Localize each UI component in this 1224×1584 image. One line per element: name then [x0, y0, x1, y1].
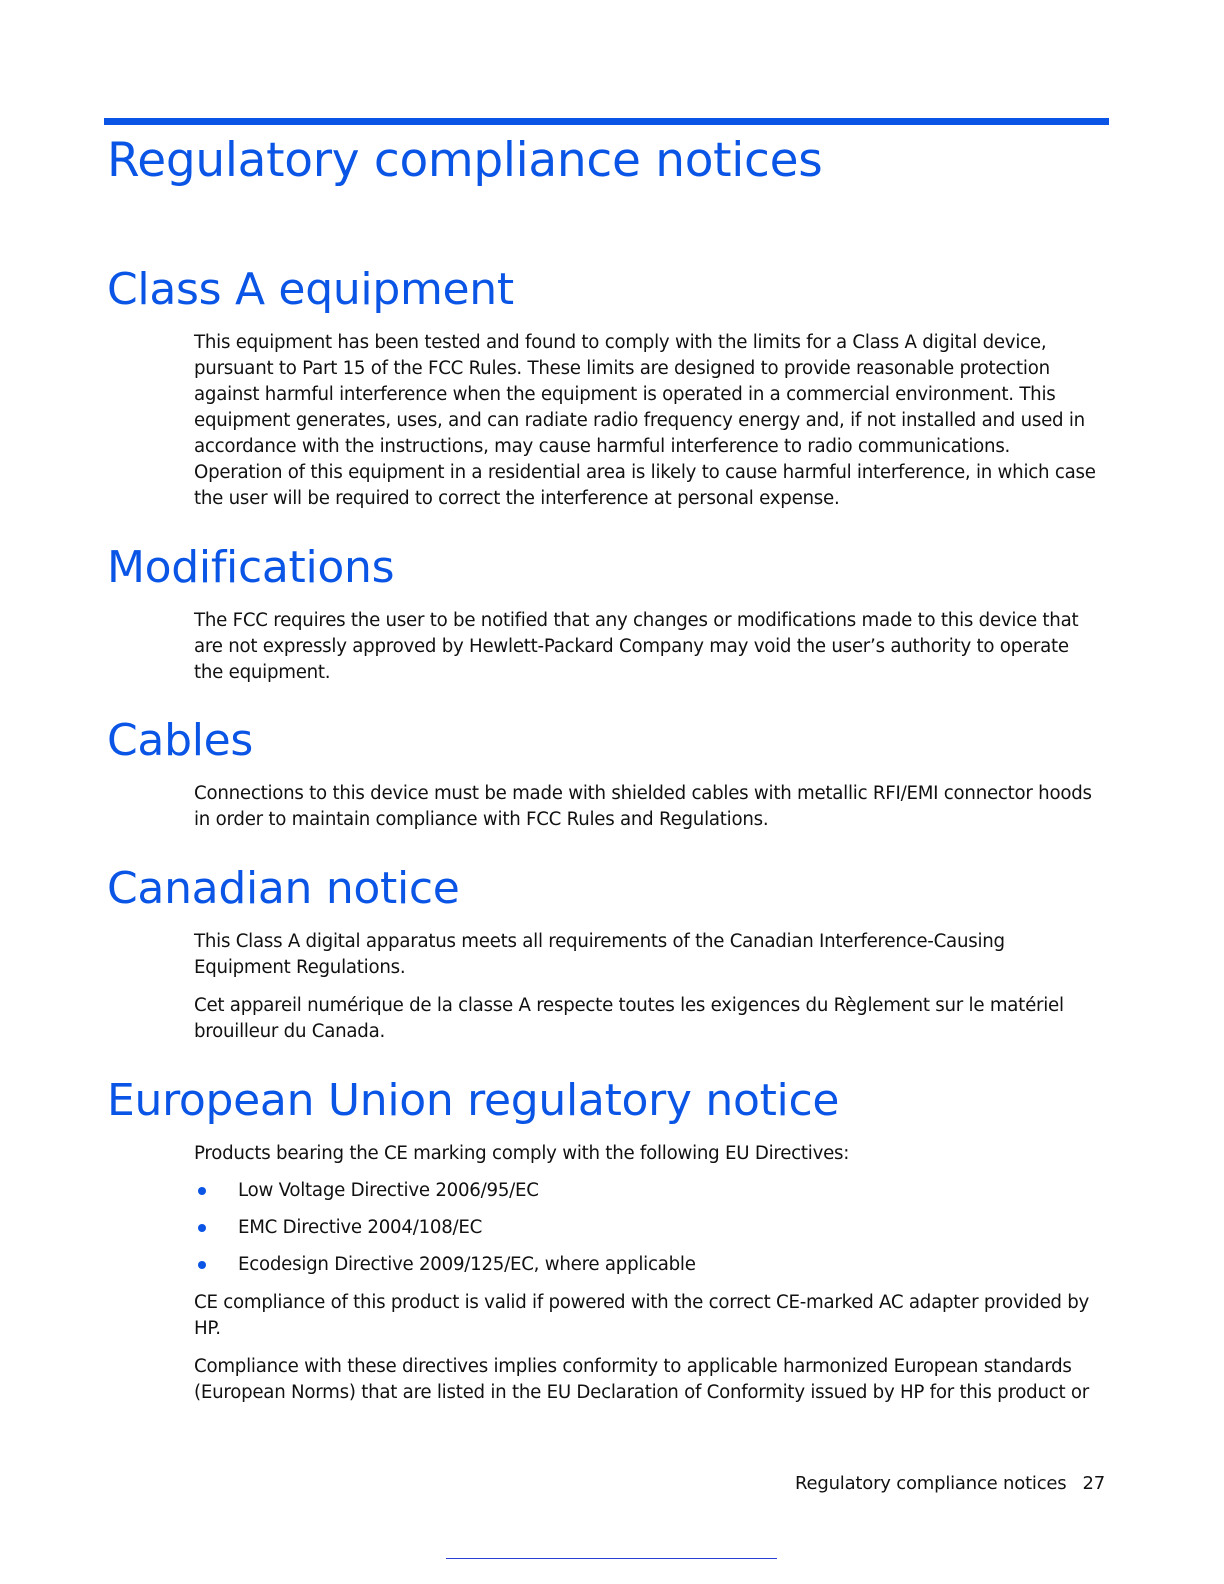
- eu-directives-list: [194, 1178, 1096, 1289]
- eu-conformity-paragraph: Compliance with these directives implies conformity to applicable harmonized European standards (European Norms) that are listed in the EU Declaration of Conformity issued by HP for this product or: [194, 1356, 1090, 1403]
- chapter-title: Regulatory compliance notices: [107, 133, 823, 188]
- eu-intro-paragraph: Products bearing the CE marking comply with the following EU Directives:: [194, 1143, 850, 1164]
- directive-text: Low Voltage Directive 2006/95/EC: [238, 1180, 539, 1201]
- bottom-divider: [446, 1558, 777, 1559]
- footer-section-name: Regulatory compliance notices: [794, 1473, 1067, 1494]
- section-heading-cables: Cables: [107, 715, 254, 766]
- chapter-top-rule: [104, 118, 1109, 125]
- page-number: 27: [1082, 1473, 1105, 1494]
- bullet-icon: [198, 1187, 206, 1195]
- list-item: [194, 1215, 1096, 1252]
- directive-text: Ecodesign Directive 2009/125/EC, where applicable: [238, 1254, 696, 1275]
- eu-ce-compliance-paragraph: CE compliance of this product is valid if powered with the correct CE-marked AC adapter provided by HP.: [194, 1292, 1090, 1339]
- modifications-paragraph: The FCC requires the user to be notified that any changes or modifications made to this device that are not expressly approved by Hewlett-Packard Company may void the user’s authority to operate the equipment.: [194, 610, 1079, 683]
- class-a-paragraph: This equipment has been tested and found to comply with the limits for a Class A digital device, pursuant to Part 15 of the FCC Rules. These limits are designed to provide reasonable protection against harmful interference when the equipment is operated in a commercial environment. This equipment generates, uses, and can radiate radio frequency energy and, if not installed and used in accordance with the instructions, may cause harmful interference to radio communications. Operation of this equipment in a residential area is likely to cause harmful interference, in which case the user will be required to correct the interference at personal expense.: [194, 332, 1096, 509]
- canadian-paragraph-english: This Class A digital apparatus meets all requirements of the Canadian Interference-Causing Equipment Regulations.: [194, 931, 1005, 978]
- section-heading-class-a: Class A equipment: [107, 264, 514, 315]
- bullet-icon: [198, 1261, 206, 1269]
- list-item: [194, 1178, 1096, 1215]
- section-heading-modifications: Modifications: [107, 542, 395, 593]
- page-footer: [795, 1471, 1105, 1497]
- cables-paragraph: Connections to this device must be made with shielded cables with metallic RFI/EMI connector hoods in order to maintain compliance with FCC Rules and Regulations.: [194, 783, 1092, 830]
- directive-text: EMC Directive 2004/108/EC: [238, 1217, 483, 1238]
- list-item: [194, 1252, 1096, 1289]
- section-heading-canadian: Canadian notice: [107, 863, 460, 914]
- canadian-paragraph-french: Cet appareil numérique de la classe A respecte toutes les exigences du Règlement sur le matériel brouilleur du Canada.: [194, 995, 1064, 1042]
- bullet-icon: [198, 1224, 206, 1232]
- section-heading-eu: European Union regulatory notice: [107, 1075, 840, 1126]
